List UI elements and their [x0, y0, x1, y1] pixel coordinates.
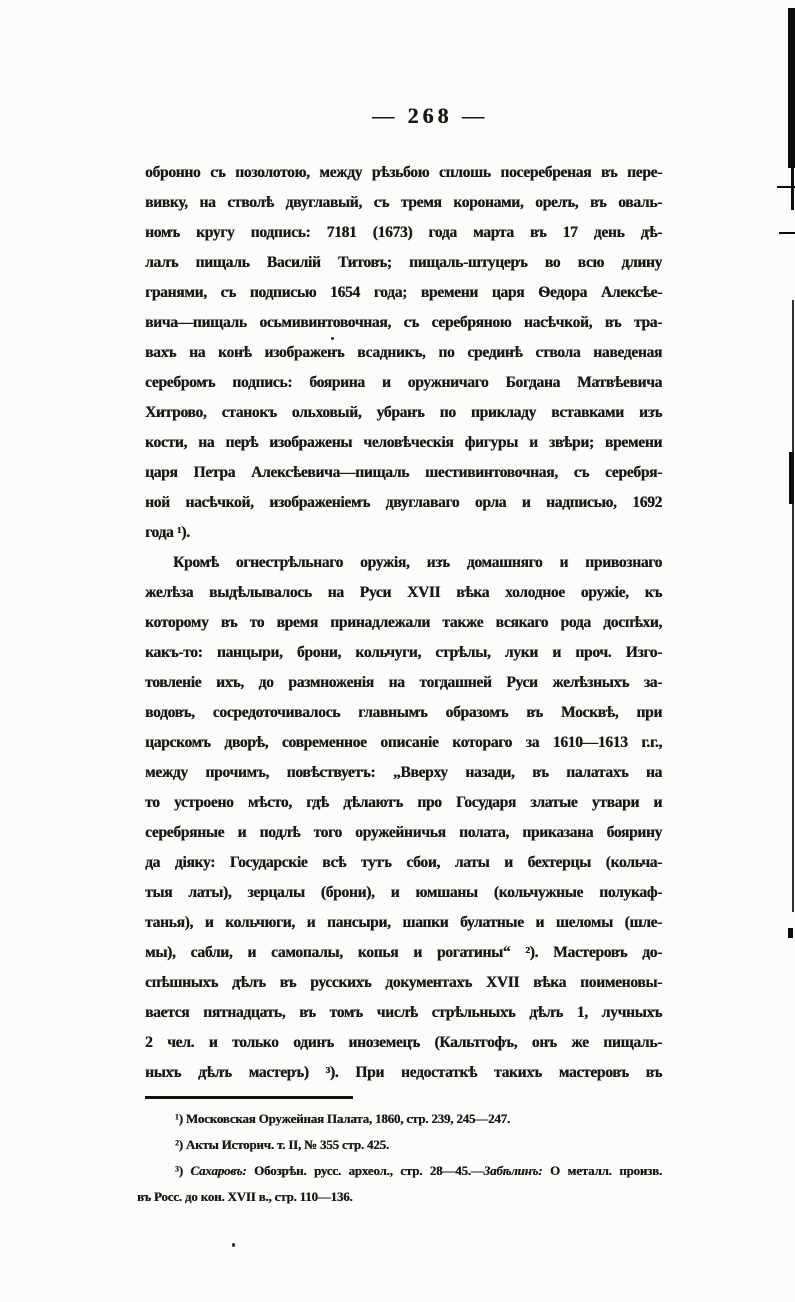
body-line: да діяку: Государскіе всѣ тутъ сбои, латы и бехтерцы (кольча- [145, 854, 662, 871]
body-line: номъ кругу подпись: 7181 (1673) года марта въ 17 день дѣ- [145, 224, 662, 241]
footnote-text: ¹) Московская Оружейная Палата, 1860, стр. 239, 245—247. [175, 1111, 510, 1126]
body-line: какъ-то: панцыри, брони, кольчуги, стрѣлы, луки и проч. Изго- [145, 644, 662, 661]
footnote-line [145, 1132, 662, 1158]
scan-edge-artifact [792, 300, 794, 912]
body-line: вича—пищаль осьмивинтовочная, съ серебряною насѣчкой, въ тра- [145, 314, 662, 331]
body-line: царя Петра Алексѣевича—пищаль шестивинтовочная, съ серебря- [145, 464, 662, 481]
page-number: — 268 — [372, 103, 488, 128]
footnote-author-name: Забѣлинъ: [483, 1163, 543, 1178]
body-line: товленіе ихъ, до размноженія на тогдашней Руси желѣзныхъ за- [145, 674, 662, 691]
body-line: кости, на перѣ изображены человѣческія фигуры и звѣри; времени [145, 434, 662, 451]
footnote-line [145, 1106, 662, 1132]
body-line: царскомъ дворѣ, современное описаніе котораго за 1610—1613 г.г., [145, 734, 662, 751]
scan-edge-artifact [788, 928, 793, 938]
footnote-text: О металл. произв. [542, 1163, 662, 1178]
body-line: спѣшныхъ дѣлъ въ русскихъ документахъ XVII вѣка поименовы- [145, 974, 662, 991]
body-line: 2 чел. и только одинъ иноземецъ (Кальтгофъ, онъ же пищаль- [145, 1034, 662, 1051]
footnotes [137, 1106, 662, 1210]
footnote-text: ²) Акты Историч. т. II, № 355 стр. 425. [175, 1137, 389, 1152]
body-line: водовъ, сосредоточивалось главнымъ образомъ въ Москвѣ, при [145, 704, 662, 721]
body-line: которому въ то время принадлежали также всякаго рода доспѣхи, [145, 614, 662, 631]
scan-edge-artifact [788, 8, 795, 168]
scan-edge-artifact [789, 452, 794, 504]
body-line: между прочимъ, повѣствуетъ: „Вверху назади, въ палатахъ на [145, 764, 662, 781]
body-line: желѣза выдѣлывалось на Руси XVII вѣка холодное оружіе, къ [145, 584, 662, 601]
body-line: тыя латы), зерцалы (брони), и юмшаны (кольчужные полукаф- [145, 884, 662, 901]
body-line: ныхъ дѣлъ мастеръ) ³). При недостаткѣ такихъ мастеровъ въ [145, 1064, 662, 1081]
body-line: серебряные и подлѣ того оружейничья полата, приказана боярину [145, 824, 662, 841]
body-line: ной насѣчкой, изображеніемъ двуглаваго орла и надписью, 1692 [145, 494, 662, 511]
body-line: Хитрово, станокъ ольховый, убранъ по прикладу вставками изъ [145, 404, 662, 421]
body-line: гранями, съ подписью 1654 года; времени царя Ѳедора Алексѣе- [145, 284, 662, 301]
body-line: вахъ на конѣ изображенъ всадникъ, по срединѣ ствола наведеная [145, 344, 662, 361]
footnote-author-name: Сахаровъ: [190, 1163, 247, 1178]
footnote-text: Обозрѣн. русс. археол., стр. 28—45.— [246, 1163, 484, 1178]
body-line: серебромъ подпись: боярина и оружничаго Богдана Матвѣевича [145, 374, 662, 391]
footnote-text: ³) [175, 1163, 191, 1178]
footnote-text: въ Росс. до кон. XVII в., стр. 110—136. [137, 1189, 353, 1204]
body-line: вивку, на стволѣ двуглавый, съ тремя коронами, орелъ, въ оваль- [145, 194, 662, 211]
body-line: мы), сабли, и самопалы, копья и рогатины“ ²). Мастеровъ до- [145, 944, 662, 961]
body-line: то устроено мѣсто, гдѣ дѣлаютъ про Государя златые утвари и [145, 794, 662, 811]
body-line: года ¹). [145, 524, 190, 541]
footnote-line [137, 1184, 662, 1210]
scan-edge-artifact [777, 186, 795, 188]
footnote-separator-rule [145, 1096, 353, 1099]
body-line: танья), и кольчюги, и пансыри, шапки булатные и шеломы (шле- [145, 914, 662, 931]
body-line: обронно съ позолотою, между рѣзьбою сплошь посеребреная въ пере- [145, 164, 662, 181]
footnote-line [145, 1158, 662, 1184]
body-line: Кромѣ огнестрѣльнаго оружія, изъ домашняго и привознаго [173, 554, 662, 571]
body-line: вается пятнадцать, въ томъ числѣ стрѣльныхъ дѣлъ 1, лучныхъ [145, 1004, 662, 1021]
body-text [145, 158, 662, 1088]
body-line: лалъ пищаль Василій Титовъ; пищаль-штуцеръ во всю длину [145, 254, 662, 271]
scan-edge-artifact [791, 168, 794, 210]
scan-edge-artifact [779, 232, 795, 234]
scan-speck [232, 1243, 235, 1247]
